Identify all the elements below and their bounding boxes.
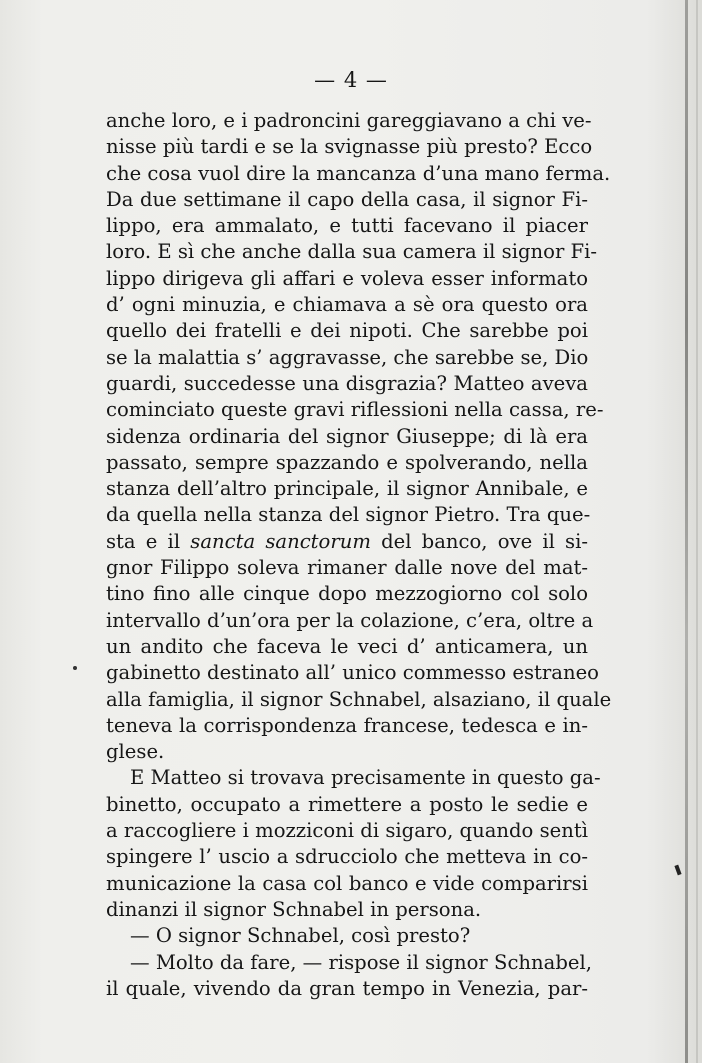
text-line: anche loro, e i padroncini gareggiavano a chi ve- [106, 109, 592, 132]
text-segment: del banco, ove il si- [370, 529, 588, 553]
text-line: quello dei fratelli e dei nipoti. Che sarebbe poi [106, 319, 588, 343]
text-line: gabinetto destinato all’ unico commesso estraneo [106, 661, 599, 685]
text-line: intervallo d’un’ora per la colazione, c’era, oltre a [106, 608, 594, 632]
page-number: — 4 — [314, 68, 388, 92]
text-line: teneva la corrispondenza francese, tedesca e in- [106, 713, 588, 737]
text-line: dinanzi il signor Schnabel in persona. [106, 897, 482, 921]
italic-phrase: sancta sanctorum [190, 529, 371, 553]
text-line: d’ ogni minuzia, e chiamava a sè ora questo ora [106, 293, 588, 317]
text-line: cominciato queste gravi riflessioni nella cassa, re- [106, 398, 604, 422]
text-line: da quella nella stanza del signor Pietro. Tra que- [106, 503, 591, 527]
text-line: loro. E sì che anche dalla sua camera il signor Fi- [106, 240, 598, 264]
text-line: — O signor Schnabel, così presto? [130, 924, 471, 948]
text-line: lippo dirigeva gli affari e voleva esser informato [106, 266, 588, 290]
text-line: un andito che faceva le veci d’ anticamera, un [106, 634, 588, 658]
text-line: E Matteo si trovava precisamente in questo ga- [130, 766, 601, 790]
text-line: guardi, succedesse una disgrazia? Matteo aveva [106, 371, 588, 395]
text-line-with-italic [106, 529, 588, 555]
ink-speck [73, 666, 77, 670]
page-edge-highlight [696, 0, 698, 1063]
text-line: sidenza ordinaria del signor Giuseppe; di là era [106, 424, 588, 448]
text-line: binetto, occupato a rimettere a posto le sedie e [106, 792, 588, 816]
text-line: tino fino alle cinque dopo mezzogiorno col solo [106, 582, 588, 606]
page-edge-shadow [685, 0, 688, 1063]
text-line: lippo, era ammalato, e tutti facevano il piacer [106, 214, 588, 238]
text-line: il quale, vivendo da gran tempo in Venezia, par- [106, 976, 588, 1000]
text-line: a raccogliere i mozziconi di sigaro, quando sentì [106, 819, 588, 843]
text-line: spingere l’ uscio a sdrucciolo che metteva in co- [106, 845, 588, 869]
text-line: — Molto da fare, — rispose il signor Schnabel, [130, 950, 592, 974]
text-line: nisse più tardi e se la svignasse più presto? Ecco [106, 135, 593, 159]
text-line: alla famiglia, il signor Schnabel, alsaziano, il quale [106, 687, 612, 711]
text-line: passato, sempre spazzando e spolverando, nella [106, 450, 588, 474]
margin-mark [674, 865, 681, 876]
text-line: Da due settimane il capo della casa, il signor Fi- [106, 187, 588, 211]
text-line: gnor Filippo soleva rimaner dalle nove del mat- [106, 556, 588, 580]
text-line: stanza dell’altro principale, il signor Annibale, e [106, 477, 588, 501]
text-line: glese. [106, 740, 165, 764]
text-line: se la malattia s’ aggravasse, che sarebbe se, Dio [106, 345, 589, 369]
text-line: che cosa vuol dire la mancanza d’una mano ferma. [106, 161, 611, 185]
body-text [106, 108, 612, 1002]
text-segment: sta e il [106, 529, 191, 553]
text-line: municazione la casa col banco e vide comparirsi [106, 871, 588, 895]
